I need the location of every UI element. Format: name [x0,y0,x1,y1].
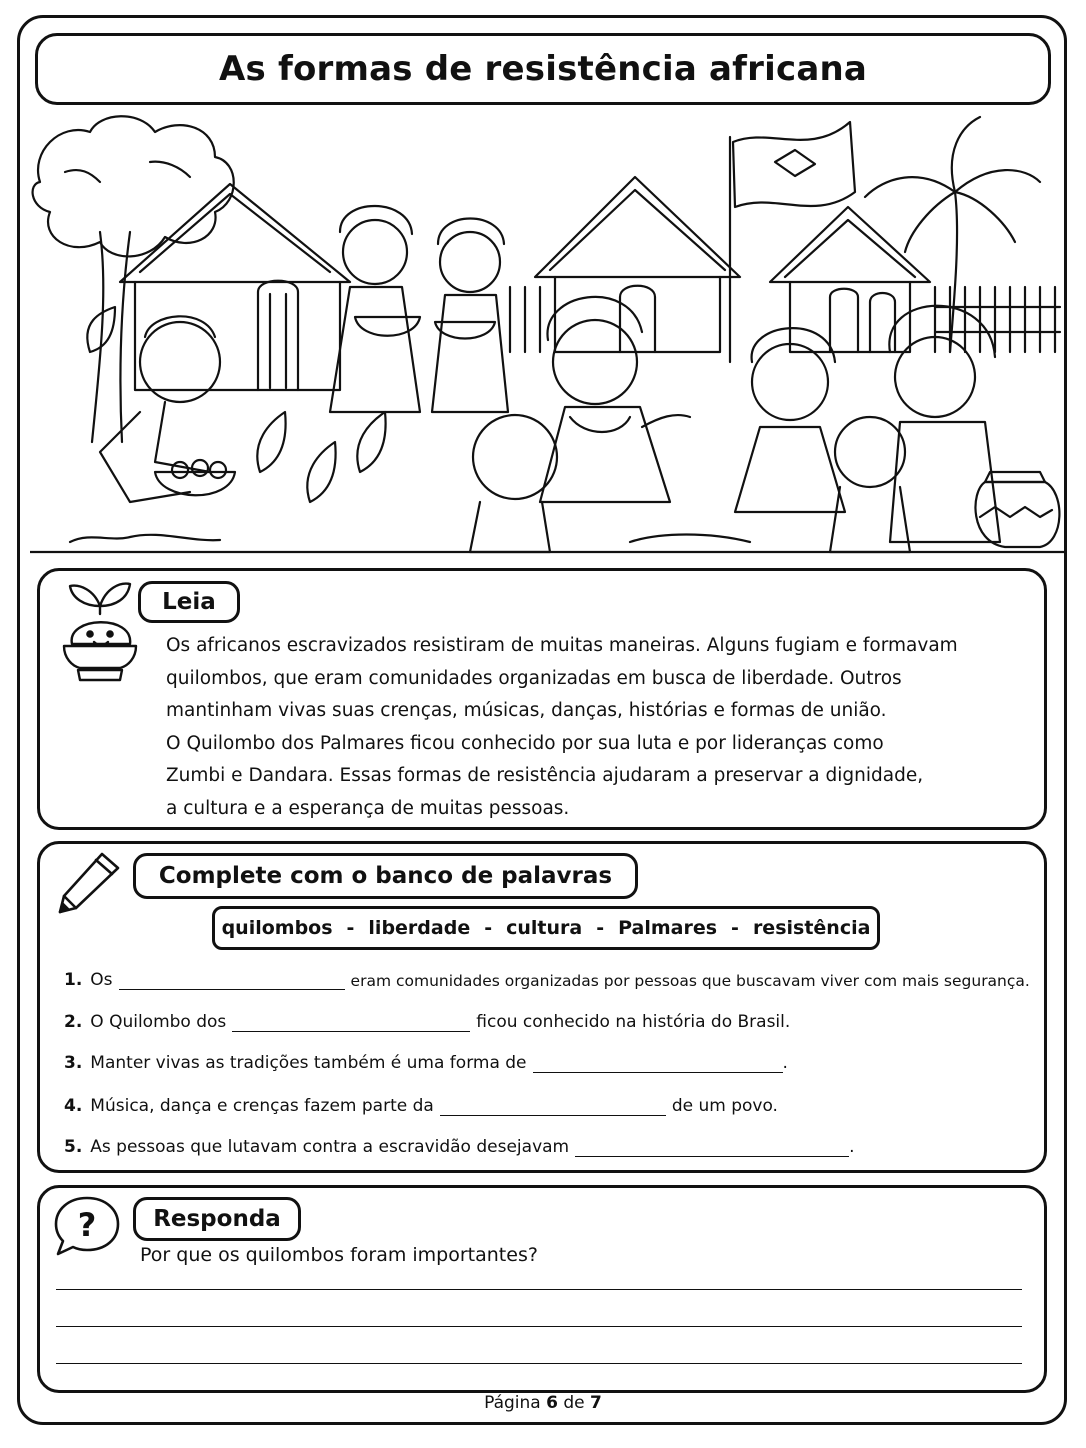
answer-label: Responda [133,1197,301,1241]
answer-blank[interactable] [232,1015,470,1032]
answer-blank[interactable] [575,1140,849,1157]
exercise-item [64,1012,790,1032]
item-text-after: ficou conhecido na história do Brasil. [476,1012,791,1032]
item-text-before: As pessoas que lutavam contra a escravidão desejavam [90,1137,570,1157]
svg-text:?: ? [77,1206,97,1244]
answer-line[interactable] [56,1289,1022,1290]
word-bank-item: cultura [506,917,583,939]
answer-blank[interactable] [119,973,345,990]
word-separator: - [484,917,493,939]
page-number [0,1393,1086,1413]
answer-blank[interactable] [440,1099,666,1116]
item-text-before: Os [90,970,113,990]
read-line: quilombos, que eram comunidades organizadas em busca de liberdade. Outros [166,667,902,689]
current-page: 6 [546,1393,558,1413]
read-line: Os africanos escravizados resistiram de muitas maneiras. Alguns fugiam e formavam [166,635,958,656]
item-number: 3. [64,1053,83,1073]
item-text-after: . [849,1137,855,1157]
exercise-item [64,1137,855,1157]
open-question: Por que os quilombos foram importantes? [140,1244,538,1266]
title-box [35,33,1051,105]
word-bank-item: quilombos [221,917,333,939]
answer-blank[interactable] [533,1056,783,1073]
read-line: a cultura e a esperança de muitas pessoas. [166,797,570,819]
read-label: Leia [138,581,240,623]
village-scene-icon [30,112,1064,560]
exercise-item [64,1096,778,1116]
answer-line[interactable] [56,1363,1022,1364]
word-separator: - [596,917,605,939]
exercise-item [64,1053,788,1073]
item-number: 5. [64,1137,83,1157]
item-text-after: eram comunidades organizadas por pessoas que buscavam viver com mais segurança. [350,972,1030,990]
item-number: 2. [64,1012,83,1032]
read-line: Zumbi e Dandara. Essas formas de resistência ajudaram a preservar a dignidade, [166,765,924,786]
item-number: 4. [64,1096,83,1116]
item-number: 1. [64,970,83,990]
word-bank-item: liberdade [368,917,471,939]
read-line: O Quilombo dos Palmares ficou conhecido por sua luta e por lideranças como [166,732,884,754]
pencil-icon [54,848,126,916]
total-pages: 7 [590,1393,602,1413]
word-separator: - [731,917,739,939]
page-prefix: Página [484,1393,541,1413]
item-text-after: . [782,1053,788,1073]
seedling-mascot-icon [58,576,142,688]
item-text-before: Música, dança e crenças fazem parte da [90,1096,434,1116]
question-bubble-icon [52,1194,122,1258]
read-text [166,630,1016,825]
item-text-after: de um povo. [671,1096,778,1116]
word-separator: - [346,917,355,939]
answer-line[interactable] [56,1326,1022,1327]
exercise-item [64,970,1030,990]
item-text-before: O Quilombo dos [90,1012,227,1032]
page-title: As formas de resistência africana [218,49,868,89]
complete-label: Complete com o banco de palavras [133,853,638,899]
word-bank [212,906,880,950]
page-of: de [563,1393,585,1413]
item-text-before: Manter vivas as tradições também é uma forma de [90,1053,527,1073]
read-line: mantinham vivas suas crenças, músicas, danças, histórias e formas de união. [166,700,887,721]
word-bank-item: Palmares [618,917,718,939]
word-bank-item: resistência [752,917,871,939]
